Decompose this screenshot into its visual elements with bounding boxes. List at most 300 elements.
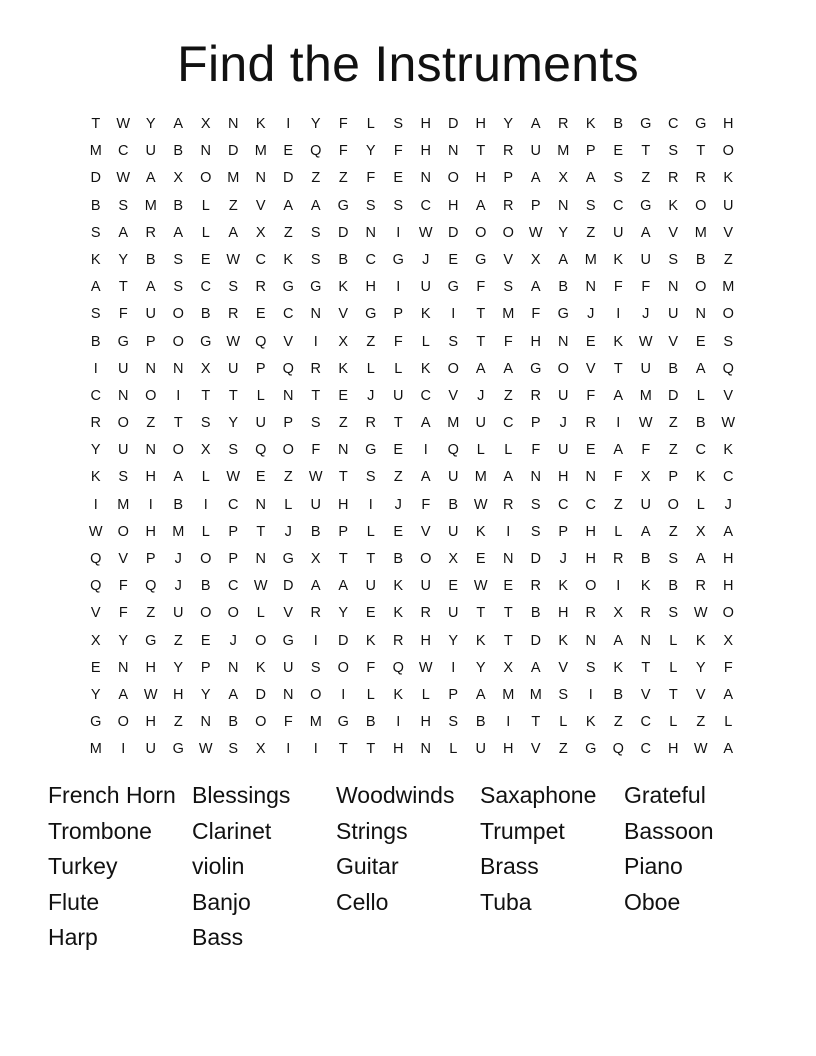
- grid-cell[interactable]: I: [616, 578, 621, 595]
- grid-cell[interactable]: B: [228, 714, 239, 731]
- grid-cell[interactable]: E: [475, 551, 486, 567]
- grid-cell[interactable]: G: [530, 360, 542, 377]
- grid-cell[interactable]: R: [255, 279, 266, 296]
- grid-cell[interactable]: G: [585, 741, 597, 758]
- grid-cell[interactable]: K: [558, 578, 569, 595]
- grid-cell[interactable]: O: [447, 170, 459, 187]
- grid-cell[interactable]: G: [145, 632, 157, 649]
- grid-cell[interactable]: G: [310, 279, 322, 296]
- grid-cell[interactable]: L: [696, 496, 705, 513]
- grid-cell[interactable]: Y: [558, 224, 569, 241]
- grid-cell[interactable]: B: [365, 714, 376, 731]
- grid-cell[interactable]: X: [503, 659, 514, 676]
- grid-cell[interactable]: E: [695, 333, 706, 350]
- grid-cell[interactable]: K: [90, 469, 101, 486]
- grid-cell[interactable]: O: [722, 143, 734, 160]
- grid-cell[interactable]: U: [640, 251, 651, 268]
- grid-cell[interactable]: H: [530, 333, 541, 350]
- grid-cell[interactable]: K: [613, 251, 624, 268]
- grid-cell[interactable]: A: [530, 170, 541, 187]
- grid-cell[interactable]: R: [393, 632, 404, 649]
- grid-cell[interactable]: X: [640, 469, 651, 486]
- grid-cell[interactable]: H: [723, 116, 734, 132]
- grid-cell[interactable]: Z: [146, 415, 156, 432]
- grid-cell[interactable]: A: [723, 741, 734, 758]
- grid-cell[interactable]: I: [423, 442, 428, 459]
- grid-cell[interactable]: U: [118, 442, 129, 459]
- grid-cell[interactable]: K: [420, 306, 431, 323]
- grid-cell[interactable]: Z: [613, 714, 623, 731]
- grid-cell[interactable]: X: [255, 224, 266, 241]
- grid-cell[interactable]: W: [638, 415, 653, 432]
- grid-cell[interactable]: O: [420, 551, 432, 567]
- grid-cell[interactable]: B: [338, 251, 349, 268]
- grid-cell[interactable]: F: [393, 333, 403, 350]
- grid-cell[interactable]: I: [396, 714, 401, 731]
- grid-cell[interactable]: G: [282, 279, 294, 296]
- grid-cell[interactable]: U: [283, 659, 294, 676]
- grid-cell[interactable]: P: [558, 523, 569, 540]
- grid-cell[interactable]: M: [639, 387, 652, 404]
- grid-cell[interactable]: H: [365, 279, 376, 296]
- grid-cell[interactable]: N: [585, 632, 596, 649]
- grid-cell[interactable]: K: [393, 605, 404, 622]
- grid-cell[interactable]: K: [475, 632, 486, 649]
- grid-cell[interactable]: A: [173, 469, 184, 486]
- grid-cell[interactable]: O: [200, 170, 212, 187]
- grid-cell[interactable]: M: [694, 224, 707, 241]
- grid-cell[interactable]: Y: [90, 442, 101, 459]
- grid-cell[interactable]: L: [421, 686, 430, 703]
- grid-cell[interactable]: I: [286, 116, 291, 132]
- grid-cell[interactable]: Y: [475, 659, 486, 676]
- grid-cell[interactable]: G: [337, 714, 349, 731]
- grid-cell[interactable]: E: [200, 632, 211, 649]
- grid-cell[interactable]: L: [669, 714, 678, 731]
- grid-cell[interactable]: E: [585, 333, 596, 350]
- grid-cell[interactable]: A: [228, 224, 239, 241]
- grid-cell[interactable]: X: [338, 333, 349, 350]
- grid-cell[interactable]: F: [366, 170, 376, 187]
- grid-cell[interactable]: V: [695, 686, 706, 703]
- grid-cell[interactable]: B: [448, 496, 459, 513]
- grid-cell[interactable]: N: [530, 469, 541, 486]
- grid-cell[interactable]: M: [502, 306, 515, 323]
- grid-cell[interactable]: Y: [365, 143, 376, 160]
- grid-cell[interactable]: L: [284, 496, 293, 513]
- grid-cell[interactable]: W: [693, 741, 708, 758]
- grid-cell[interactable]: S: [448, 714, 459, 731]
- grid-cell[interactable]: X: [695, 523, 706, 540]
- grid-cell[interactable]: P: [448, 686, 459, 703]
- grid-cell[interactable]: E: [393, 170, 404, 187]
- grid-cell[interactable]: K: [393, 686, 404, 703]
- grid-cell[interactable]: O: [117, 415, 129, 432]
- grid-cell[interactable]: F: [118, 306, 128, 323]
- grid-cell[interactable]: F: [503, 333, 513, 350]
- grid-cell[interactable]: O: [667, 496, 679, 513]
- grid-cell[interactable]: A: [228, 686, 239, 703]
- grid-cell[interactable]: X: [173, 170, 184, 187]
- grid-cell[interactable]: A: [310, 578, 321, 595]
- grid-cell[interactable]: F: [118, 605, 128, 622]
- grid-cell[interactable]: X: [200, 116, 211, 132]
- grid-cell[interactable]: H: [475, 116, 486, 132]
- grid-cell[interactable]: O: [172, 333, 184, 350]
- grid-cell[interactable]: A: [283, 197, 294, 214]
- grid-cell[interactable]: A: [613, 387, 624, 404]
- grid-cell[interactable]: S: [90, 224, 101, 241]
- grid-cell[interactable]: K: [558, 632, 569, 649]
- grid-cell[interactable]: J: [422, 251, 430, 268]
- grid-cell[interactable]: I: [588, 686, 593, 703]
- grid-cell[interactable]: P: [200, 659, 211, 676]
- grid-cell[interactable]: H: [420, 714, 431, 731]
- grid-cell[interactable]: I: [616, 415, 621, 432]
- grid-cell[interactable]: T: [503, 632, 513, 649]
- grid-cell[interactable]: S: [173, 251, 184, 268]
- grid-cell[interactable]: H: [448, 197, 459, 214]
- grid-cell[interactable]: Z: [503, 387, 513, 404]
- grid-cell[interactable]: I: [93, 496, 98, 513]
- grid-cell[interactable]: O: [117, 523, 129, 540]
- grid-cell[interactable]: C: [283, 306, 294, 323]
- grid-cell[interactable]: K: [613, 659, 624, 676]
- grid-cell[interactable]: V: [558, 659, 569, 676]
- grid-cell[interactable]: O: [117, 714, 129, 731]
- grid-cell[interactable]: G: [447, 279, 459, 296]
- grid-cell[interactable]: A: [475, 197, 486, 214]
- grid-cell[interactable]: W: [418, 224, 433, 241]
- grid-cell[interactable]: S: [310, 224, 321, 241]
- grid-cell[interactable]: H: [585, 523, 596, 540]
- grid-cell[interactable]: Y: [118, 632, 129, 649]
- grid-cell[interactable]: C: [228, 578, 239, 595]
- grid-cell[interactable]: U: [420, 578, 431, 595]
- grid-cell[interactable]: M: [502, 686, 515, 703]
- grid-cell[interactable]: R: [503, 197, 514, 214]
- grid-cell[interactable]: I: [341, 686, 346, 703]
- grid-cell[interactable]: S: [530, 496, 541, 513]
- grid-cell[interactable]: S: [365, 469, 376, 486]
- grid-cell[interactable]: T: [476, 306, 486, 323]
- grid-cell[interactable]: R: [310, 360, 321, 377]
- grid-cell[interactable]: V: [668, 333, 679, 350]
- grid-cell[interactable]: V: [585, 360, 596, 377]
- grid-cell[interactable]: I: [121, 741, 126, 758]
- grid-cell[interactable]: T: [476, 333, 486, 350]
- grid-cell[interactable]: B: [668, 578, 679, 595]
- grid-cell[interactable]: Q: [722, 360, 734, 377]
- grid-cell[interactable]: Q: [612, 741, 624, 758]
- grid-cell[interactable]: S: [118, 469, 129, 486]
- grid-cell[interactable]: J: [367, 387, 375, 404]
- grid-cell[interactable]: O: [557, 360, 569, 377]
- grid-cell[interactable]: M: [447, 415, 460, 432]
- grid-cell[interactable]: N: [228, 116, 239, 132]
- grid-cell[interactable]: D: [448, 224, 459, 241]
- grid-cell[interactable]: Q: [255, 442, 267, 459]
- grid-cell[interactable]: S: [228, 279, 239, 296]
- grid-cell[interactable]: B: [173, 197, 184, 214]
- grid-cell[interactable]: Z: [586, 224, 596, 241]
- grid-cell[interactable]: O: [585, 578, 597, 595]
- grid-cell[interactable]: Z: [146, 605, 156, 622]
- grid-cell[interactable]: Z: [311, 170, 321, 187]
- grid-cell[interactable]: R: [228, 306, 239, 323]
- grid-cell[interactable]: U: [475, 415, 486, 432]
- grid-cell[interactable]: V: [90, 605, 101, 622]
- grid-cell[interactable]: B: [90, 333, 101, 350]
- grid-cell[interactable]: D: [228, 143, 239, 160]
- grid-cell[interactable]: M: [722, 279, 735, 296]
- grid-cell[interactable]: L: [421, 333, 430, 350]
- grid-cell[interactable]: C: [365, 251, 376, 268]
- grid-cell[interactable]: U: [448, 523, 459, 540]
- grid-cell[interactable]: P: [503, 170, 514, 187]
- grid-cell[interactable]: K: [255, 659, 266, 676]
- grid-cell[interactable]: S: [118, 197, 129, 214]
- grid-cell[interactable]: B: [613, 116, 624, 132]
- grid-cell[interactable]: A: [118, 224, 129, 241]
- grid-cell[interactable]: L: [256, 605, 265, 622]
- grid-cell[interactable]: Z: [696, 714, 706, 731]
- grid-cell[interactable]: U: [365, 578, 376, 595]
- grid-cell[interactable]: S: [90, 306, 101, 323]
- grid-cell[interactable]: W: [88, 523, 103, 540]
- grid-cell[interactable]: L: [696, 387, 705, 404]
- grid-cell[interactable]: I: [506, 523, 511, 540]
- grid-cell[interactable]: W: [116, 116, 131, 132]
- grid-cell[interactable]: B: [530, 605, 541, 622]
- grid-cell[interactable]: R: [503, 496, 514, 513]
- grid-cell[interactable]: R: [695, 170, 706, 187]
- grid-cell[interactable]: F: [421, 496, 431, 513]
- grid-cell[interactable]: U: [393, 387, 404, 404]
- grid-cell[interactable]: P: [585, 143, 596, 160]
- grid-cell[interactable]: C: [723, 469, 734, 486]
- grid-cell[interactable]: W: [721, 415, 736, 432]
- grid-cell[interactable]: Y: [90, 686, 101, 703]
- grid-cell[interactable]: J: [284, 523, 292, 540]
- grid-cell[interactable]: O: [282, 442, 294, 459]
- grid-cell[interactable]: T: [641, 659, 651, 676]
- grid-cell[interactable]: C: [558, 496, 569, 513]
- grid-cell[interactable]: Y: [118, 251, 129, 268]
- grid-cell[interactable]: K: [365, 632, 376, 649]
- grid-cell[interactable]: S: [723, 333, 734, 350]
- grid-cell[interactable]: U: [310, 496, 321, 513]
- grid-cell[interactable]: D: [90, 170, 101, 187]
- grid-cell[interactable]: H: [338, 496, 349, 513]
- grid-cell[interactable]: V: [283, 605, 294, 622]
- grid-cell[interactable]: G: [640, 197, 652, 214]
- grid-cell[interactable]: G: [365, 442, 377, 459]
- grid-cell[interactable]: Q: [145, 578, 157, 595]
- grid-cell[interactable]: R: [585, 415, 596, 432]
- grid-cell[interactable]: I: [313, 741, 318, 758]
- grid-cell[interactable]: T: [338, 469, 348, 486]
- grid-cell[interactable]: T: [311, 387, 321, 404]
- grid-cell[interactable]: V: [503, 251, 514, 268]
- grid-cell[interactable]: L: [366, 360, 375, 377]
- grid-cell[interactable]: D: [283, 578, 294, 595]
- grid-cell[interactable]: L: [669, 632, 678, 649]
- grid-cell[interactable]: L: [201, 523, 210, 540]
- grid-cell[interactable]: C: [503, 415, 514, 432]
- grid-cell[interactable]: I: [313, 632, 318, 649]
- grid-cell[interactable]: O: [475, 224, 487, 241]
- grid-cell[interactable]: U: [118, 360, 129, 377]
- grid-cell[interactable]: U: [448, 469, 459, 486]
- grid-cell[interactable]: Z: [668, 442, 678, 459]
- grid-cell[interactable]: B: [558, 279, 569, 296]
- grid-cell[interactable]: L: [476, 442, 485, 459]
- grid-cell[interactable]: G: [200, 333, 212, 350]
- grid-cell[interactable]: W: [226, 469, 241, 486]
- grid-cell[interactable]: P: [283, 415, 294, 432]
- grid-cell[interactable]: A: [90, 279, 101, 296]
- grid-cell[interactable]: M: [584, 251, 597, 268]
- grid-cell[interactable]: I: [368, 496, 373, 513]
- grid-cell[interactable]: F: [118, 578, 128, 595]
- grid-cell[interactable]: X: [613, 605, 624, 622]
- grid-cell[interactable]: S: [668, 251, 679, 268]
- grid-cell[interactable]: M: [144, 197, 157, 214]
- grid-cell[interactable]: B: [393, 551, 404, 567]
- grid-cell[interactable]: O: [172, 306, 184, 323]
- grid-cell[interactable]: C: [255, 251, 266, 268]
- grid-cell[interactable]: J: [587, 306, 595, 323]
- grid-cell[interactable]: K: [640, 578, 651, 595]
- grid-cell[interactable]: Y: [228, 415, 239, 432]
- grid-cell[interactable]: H: [558, 469, 569, 486]
- grid-cell[interactable]: E: [255, 469, 266, 486]
- grid-cell[interactable]: W: [116, 170, 131, 187]
- grid-cell[interactable]: K: [695, 632, 706, 649]
- grid-cell[interactable]: S: [310, 251, 321, 268]
- grid-cell[interactable]: R: [530, 578, 541, 595]
- grid-cell[interactable]: I: [396, 224, 401, 241]
- grid-cell[interactable]: R: [695, 578, 706, 595]
- grid-cell[interactable]: E: [448, 578, 459, 595]
- grid-cell[interactable]: N: [668, 279, 679, 296]
- grid-cell[interactable]: X: [723, 632, 734, 649]
- grid-cell[interactable]: Z: [393, 469, 403, 486]
- grid-cell[interactable]: L: [724, 714, 733, 731]
- grid-cell[interactable]: N: [145, 442, 156, 459]
- grid-cell[interactable]: I: [451, 306, 456, 323]
- grid-cell[interactable]: X: [530, 251, 541, 268]
- grid-cell[interactable]: W: [473, 578, 488, 595]
- grid-cell[interactable]: N: [200, 714, 211, 731]
- grid-cell[interactable]: X: [200, 442, 211, 459]
- grid-cell[interactable]: O: [172, 442, 184, 459]
- grid-cell[interactable]: N: [255, 170, 266, 187]
- grid-cell[interactable]: B: [640, 551, 651, 567]
- grid-cell[interactable]: C: [200, 279, 211, 296]
- grid-cell[interactable]: Z: [558, 741, 568, 758]
- grid-cell[interactable]: A: [613, 442, 624, 459]
- grid-cell[interactable]: R: [90, 415, 101, 432]
- grid-cell[interactable]: U: [173, 605, 184, 622]
- grid-cell[interactable]: H: [393, 741, 404, 758]
- grid-cell[interactable]: Z: [723, 251, 733, 268]
- grid-cell[interactable]: G: [117, 333, 129, 350]
- grid-cell[interactable]: M: [227, 170, 240, 187]
- grid-cell[interactable]: X: [200, 360, 211, 377]
- grid-cell[interactable]: N: [118, 659, 129, 676]
- grid-cell[interactable]: A: [723, 523, 734, 540]
- grid-cell[interactable]: A: [118, 686, 129, 703]
- grid-cell[interactable]: W: [638, 333, 653, 350]
- grid-cell[interactable]: N: [503, 551, 514, 567]
- grid-cell[interactable]: R: [640, 605, 651, 622]
- grid-cell[interactable]: K: [723, 442, 734, 459]
- grid-cell[interactable]: K: [90, 251, 101, 268]
- grid-cell[interactable]: L: [201, 224, 210, 241]
- grid-cell[interactable]: G: [557, 306, 569, 323]
- grid-cell[interactable]: F: [338, 116, 348, 132]
- grid-cell[interactable]: O: [200, 605, 212, 622]
- grid-cell[interactable]: Y: [503, 116, 514, 132]
- grid-cell[interactable]: O: [255, 714, 267, 731]
- grid-cell[interactable]: W: [226, 251, 241, 268]
- grid-cell[interactable]: E: [393, 442, 404, 459]
- grid-cell[interactable]: X: [558, 170, 569, 187]
- grid-cell[interactable]: F: [613, 279, 623, 296]
- grid-cell[interactable]: Q: [90, 578, 102, 595]
- grid-cell[interactable]: I: [616, 306, 621, 323]
- grid-cell[interactable]: I: [286, 741, 291, 758]
- grid-cell[interactable]: N: [420, 170, 431, 187]
- grid-cell[interactable]: D: [338, 632, 349, 649]
- grid-cell[interactable]: P: [393, 306, 404, 323]
- grid-cell[interactable]: U: [145, 306, 156, 323]
- grid-cell[interactable]: Z: [613, 496, 623, 513]
- grid-cell[interactable]: K: [585, 714, 596, 731]
- grid-cell[interactable]: N: [695, 306, 706, 323]
- grid-cell[interactable]: Y: [338, 605, 349, 622]
- grid-cell[interactable]: T: [91, 116, 101, 132]
- grid-cell[interactable]: A: [173, 224, 184, 241]
- grid-cell[interactable]: K: [668, 197, 679, 214]
- grid-cell[interactable]: M: [89, 741, 102, 758]
- grid-cell[interactable]: H: [558, 605, 569, 622]
- grid-cell[interactable]: R: [310, 605, 321, 622]
- grid-cell[interactable]: A: [475, 360, 486, 377]
- grid-cell[interactable]: N: [283, 387, 294, 404]
- grid-cell[interactable]: N: [173, 360, 184, 377]
- grid-cell[interactable]: X: [310, 551, 321, 567]
- grid-cell[interactable]: O: [145, 387, 157, 404]
- grid-cell[interactable]: M: [309, 714, 322, 731]
- grid-cell[interactable]: R: [365, 415, 376, 432]
- grid-cell[interactable]: T: [393, 415, 403, 432]
- grid-cell[interactable]: W: [198, 741, 213, 758]
- grid-cell[interactable]: G: [282, 632, 294, 649]
- grid-cell[interactable]: U: [558, 387, 569, 404]
- grid-cell[interactable]: H: [420, 143, 431, 160]
- grid-cell[interactable]: Z: [366, 333, 376, 350]
- grid-cell[interactable]: V: [530, 741, 541, 758]
- grid-cell[interactable]: J: [477, 387, 485, 404]
- grid-cell[interactable]: A: [585, 170, 596, 187]
- grid-cell[interactable]: X: [255, 741, 266, 758]
- grid-cell[interactable]: W: [308, 469, 323, 486]
- grid-cell[interactable]: L: [366, 116, 375, 132]
- grid-cell[interactable]: K: [420, 360, 431, 377]
